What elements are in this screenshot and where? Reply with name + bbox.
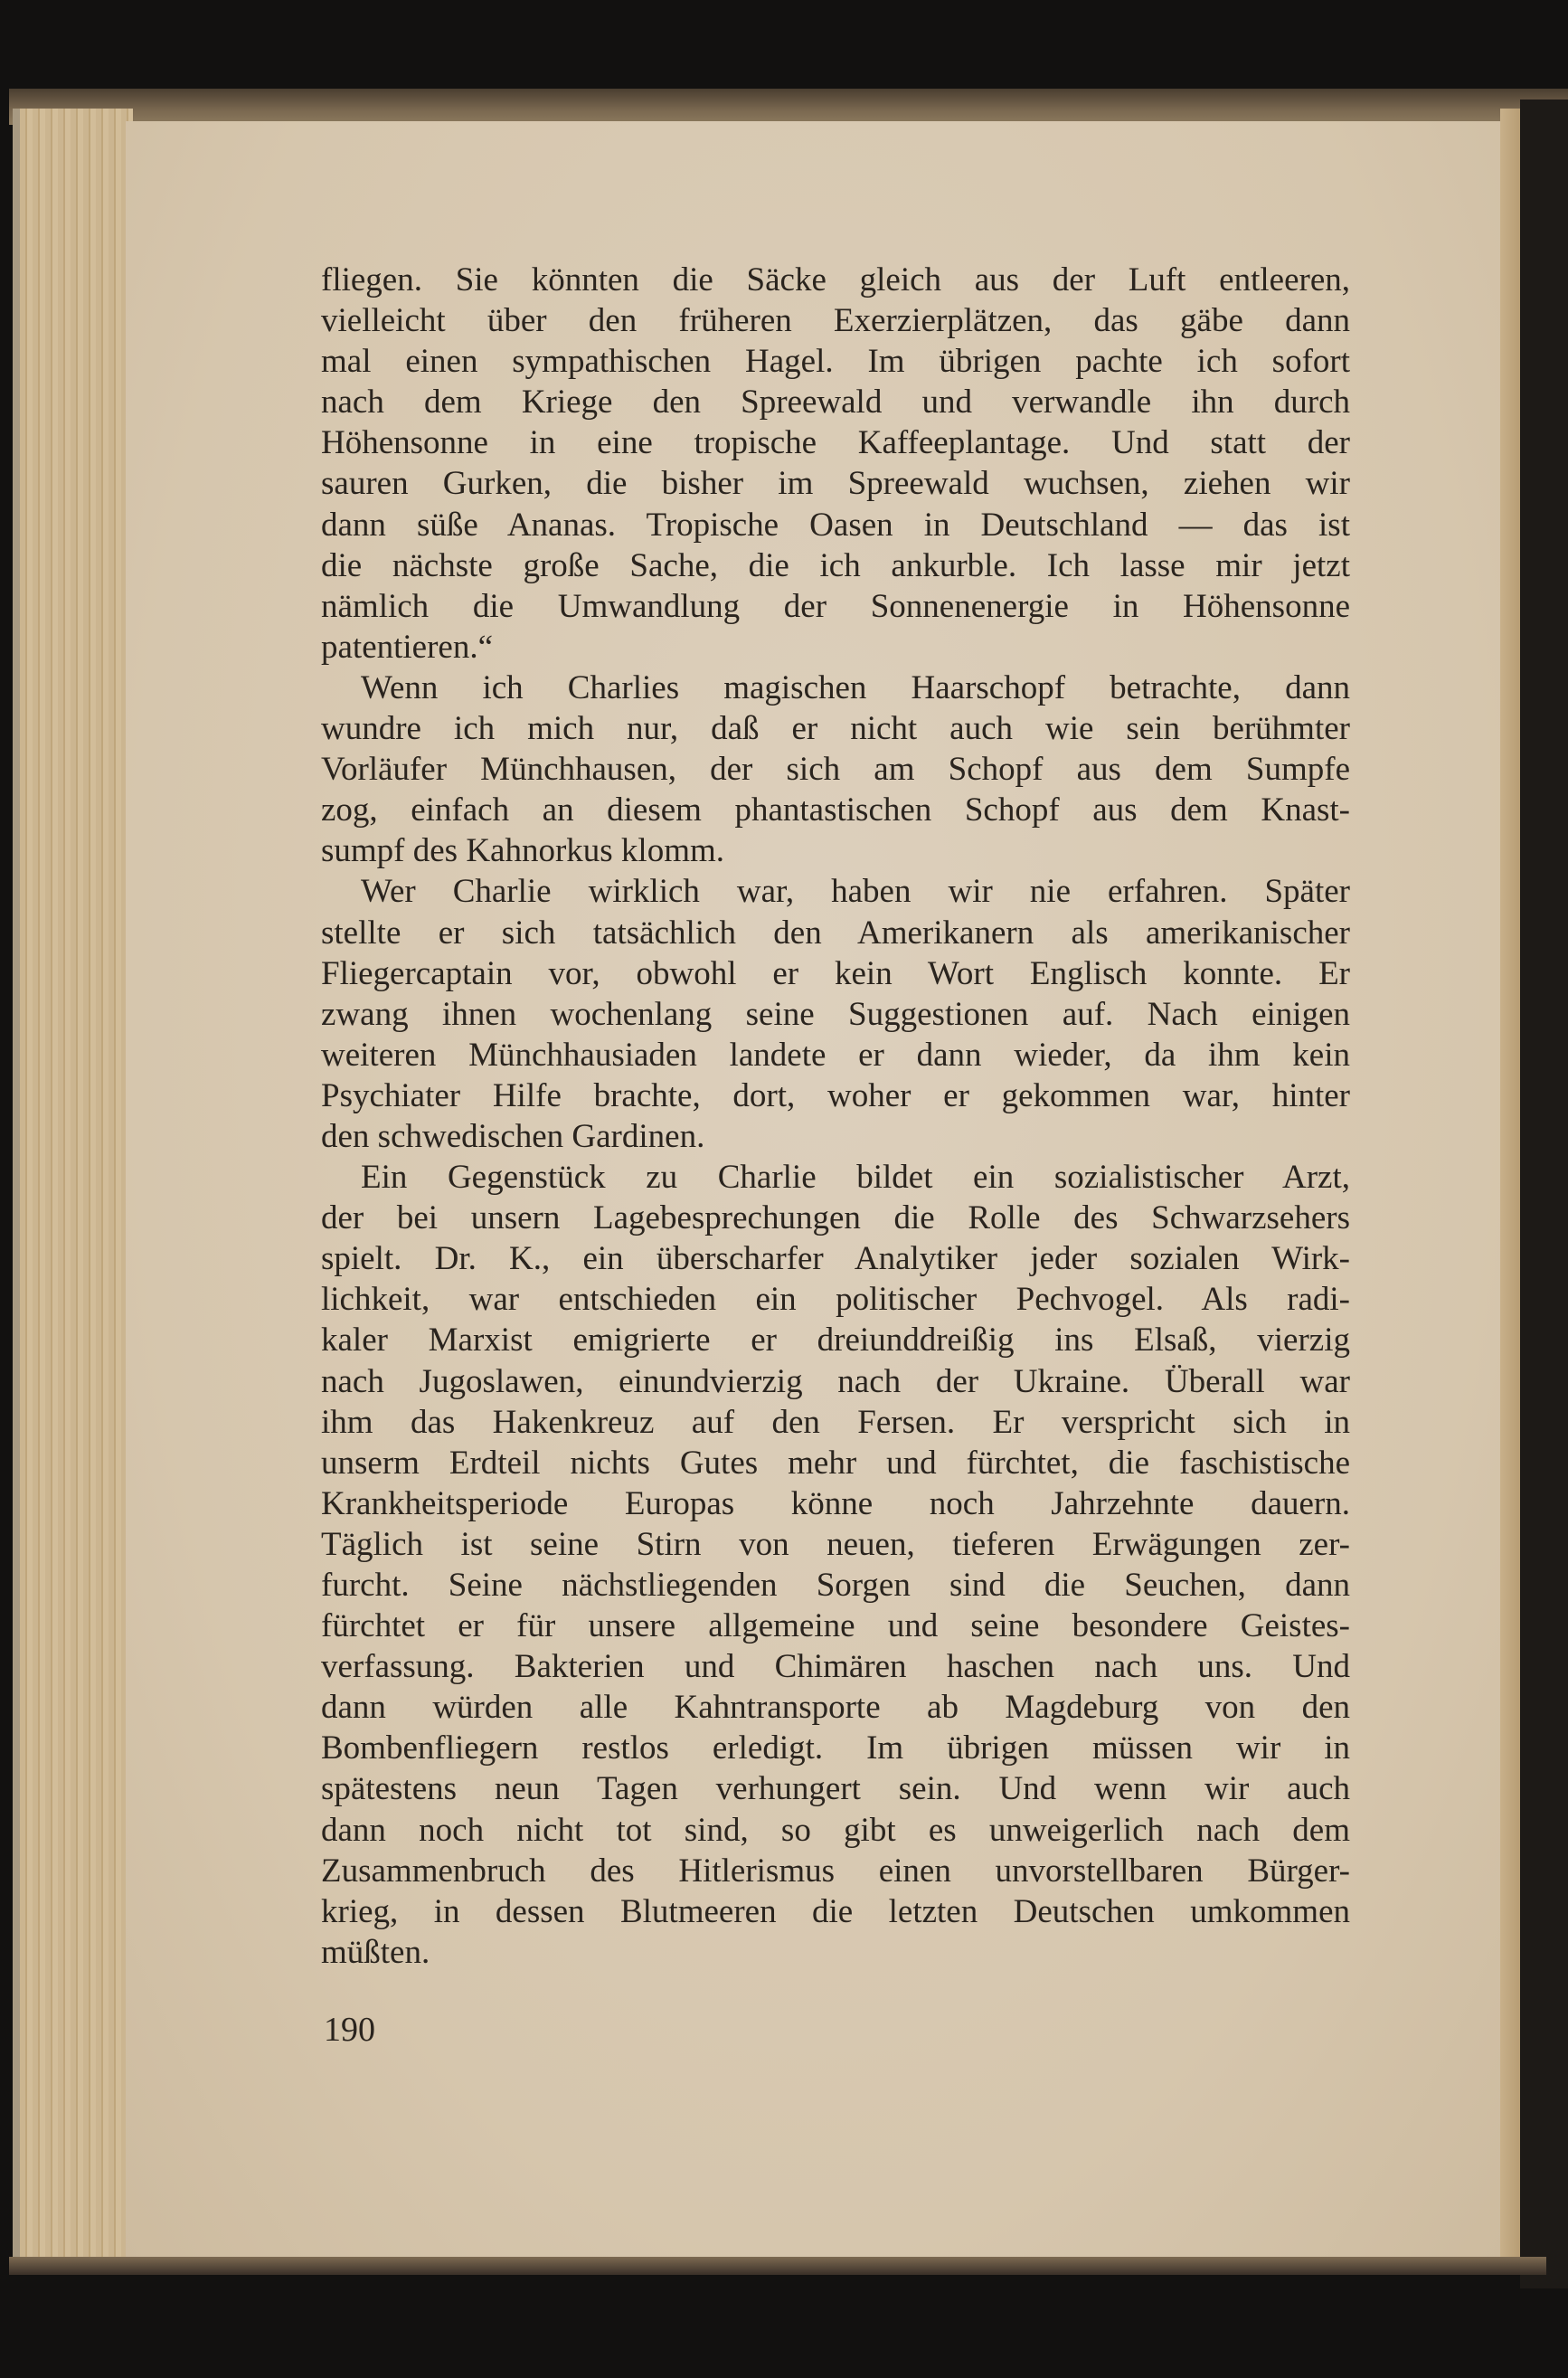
text-line: patentieren.“ [321, 628, 494, 666]
text-line: kaler Marxist emigrierte er dreiunddreißig ins Elsaß, vierzig [321, 1322, 1350, 1360]
text-line: Wer Charlie wirklich war, haben wir nie erfahren. Später [361, 873, 1350, 911]
text-line: Ein Gegenstück zu Charlie bildet ein sozialistischer Arzt, [361, 1159, 1350, 1197]
text-line: der bei unsern Lagebesprechungen die Rolle des Schwarzsehers [321, 1199, 1350, 1237]
text-line: Bombenfliegern restlos erledigt. Im übrigen müssen wir in [321, 1729, 1350, 1767]
book-cover-bottom [9, 2257, 1546, 2275]
text-line: die nächste große Sache, die ich ankurble. Ich lasse mir jetzt [321, 546, 1350, 584]
text-line: weiteren Münchhausiaden landete er dann wieder, da ihm kein [321, 1036, 1350, 1074]
text-line: Höhensonne in eine tropische Kaffeeplantage. Und statt der [321, 424, 1350, 462]
text-line: wundre ich mich nur, daß er nicht auch wie sein berühmter [321, 710, 1350, 748]
text-line: fliegen. Sie könnten die Säcke gleich aus der Luft entleeren, [321, 261, 1350, 298]
text-line: nämlich die Umwandlung der Sonnenenergie in Höhensonne [321, 587, 1350, 625]
text-line: verfassung. Bakterien und Chimären haschen nach uns. Und [321, 1648, 1350, 1686]
text-line: sauren Gurken, die bisher im Spreewald wuchsen, ziehen wir [321, 465, 1350, 503]
text-line: Psychiater Hilfe brachte, dort, woher er gekommen war, hinter [321, 1076, 1350, 1114]
text-line: furcht. Seine nächstliegenden Sorgen sind die Seuchen, dann [321, 1567, 1350, 1604]
text-line: krieg, in dessen Blutmeeren die letzten Deutschen umkommen [321, 1892, 1350, 1930]
page-stack-edge [13, 109, 133, 2261]
text-line: Wenn ich Charlies magischen Haarschopf betrachte, dann [361, 668, 1350, 706]
text-line: dann süße Ananas. Tropische Oasen in Deutschland — das ist [321, 506, 1350, 544]
text-line: Vorläufer Münchhausen, der sich am Schopf aus dem Sumpfe [321, 751, 1350, 789]
text-line: den schwedischen Gardinen. [321, 1117, 705, 1155]
text-line: Fliegercaptain vor, obwohl er kein Wort Englisch konnte. Er [321, 954, 1350, 992]
text-line: zwang ihnen wochenlang seine Suggestionen auf. Nach einigen [321, 995, 1350, 1033]
text-line: spätestens neun Tagen verhungert sein. Und wenn wir auch [321, 1770, 1350, 1808]
text-line: unserm Erdteil nichts Gutes mehr und fürchtet, die faschistische [321, 1444, 1350, 1482]
text-line: Krankheitsperiode Europas könne noch Jahrzehnte dauern. [321, 1484, 1350, 1522]
text-line: stellte er sich tatsächlich den Amerikanern als amerikanischer [321, 914, 1350, 952]
text-line: Zusammenbruch des Hitlerismus einen unvorstellbaren Bürger- [321, 1852, 1350, 1890]
page-edge-right [1500, 109, 1520, 2270]
book-cover-top [9, 89, 1568, 125]
text-line: dann würden alle Kahntransporte ab Magdeburg von den [321, 1689, 1350, 1727]
text-line: zog, einfach an diesem phantastischen Schopf aus dem Knast- [321, 791, 1350, 829]
text-line: vielleicht über den früheren Exerzierplätzen, das gäbe dann [321, 302, 1350, 340]
text-line: müßten. [321, 1933, 430, 1971]
text-line: fürchtet er für unsere allgemeine und seine besondere Geistes- [321, 1607, 1350, 1645]
book-cover-right [1520, 99, 1568, 2288]
text-line: sumpf des Kahnorkus klomm. [321, 832, 725, 870]
text-line: dann noch nicht tot sind, so gibt es unweigerlich nach dem [321, 1811, 1350, 1849]
text-line: ihm das Hakenkreuz auf den Fersen. Er verspricht sich in [321, 1403, 1350, 1441]
text-line: Täglich ist seine Stirn von neuen, tieferen Erwägungen zer- [321, 1525, 1350, 1563]
text-line: nach dem Kriege den Spreewald und verwandle ihn durch [321, 384, 1350, 422]
text-line: lichkeit, war entschieden ein politischer Pechvogel. Als radi- [321, 1281, 1350, 1319]
text-line: spielt. Dr. K., ein überscharfer Analytiker jeder sozialen Wirk- [321, 1240, 1350, 1278]
page-number: 190 [324, 2011, 375, 2049]
body-text [321, 260, 1350, 1973]
text-line: nach Jugoslawen, einundvierzig nach der Ukraine. Überall war [321, 1362, 1350, 1400]
text-line: mal einen sympathischen Hagel. Im übrigen pachte ich sofort [321, 343, 1350, 381]
